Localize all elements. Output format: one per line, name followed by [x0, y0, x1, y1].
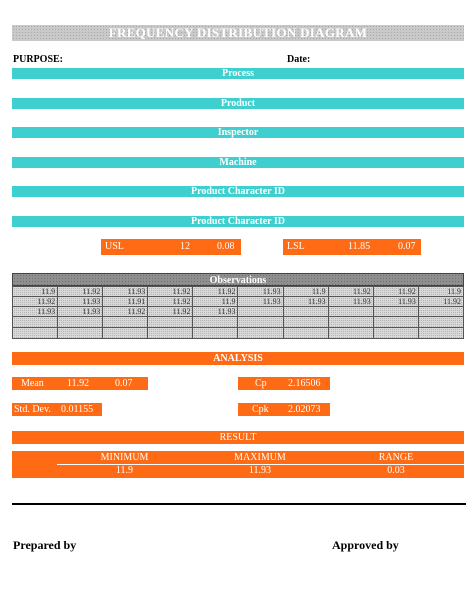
mean-extra: 0.07 [115, 378, 133, 389]
obs-cell[interactable] [373, 328, 418, 339]
lsl-label: LSL [287, 241, 305, 252]
product-character-id-bar-1[interactable]: Product Character ID [12, 186, 464, 197]
observations-table [12, 286, 464, 339]
obs-cell[interactable] [238, 307, 283, 317]
obs-cell[interactable]: 11.9 [193, 297, 238, 307]
lsl-tolerance: 0.07 [398, 241, 416, 252]
obs-cell[interactable]: 11.9 [283, 287, 328, 297]
obs-cell[interactable] [283, 307, 328, 317]
stddev-label: Std. Dev. [14, 404, 51, 415]
lsl-value: 11.85 [348, 241, 371, 252]
obs-cell[interactable]: 11.92 [148, 287, 193, 297]
obs-cell[interactable]: 11.93 [373, 297, 418, 307]
obs-cell[interactable]: 11.91 [103, 297, 148, 307]
obs-cell[interactable]: 11.92 [328, 287, 373, 297]
usl-value: 12 [180, 241, 190, 252]
obs-cell[interactable] [13, 328, 58, 339]
table-row [13, 328, 464, 339]
obs-cell[interactable] [193, 317, 238, 328]
obs-cell[interactable] [418, 307, 463, 317]
obs-cell[interactable]: 11.93 [283, 297, 328, 307]
result-grid [57, 451, 464, 478]
obs-cell[interactable] [373, 307, 418, 317]
cp-label: Cp [255, 378, 267, 389]
result-minimum-value: 11.9 [115, 465, 134, 476]
obs-cell[interactable]: 11.93 [328, 297, 373, 307]
product-character-id-bar-2[interactable]: Product Character ID [12, 216, 464, 227]
obs-cell[interactable] [238, 328, 283, 339]
usl-label: USL [105, 241, 124, 252]
usl-tolerance: 0.08 [217, 241, 235, 252]
obs-cell[interactable] [148, 317, 193, 328]
table-row [13, 297, 464, 307]
obs-cell[interactable]: 11.9 [418, 287, 463, 297]
mean-box [12, 377, 148, 390]
result-header-range: RANGE [378, 452, 414, 463]
obs-cell[interactable]: 11.92 [418, 297, 463, 307]
mean-value: 11.92 [67, 378, 90, 389]
cp-value: 2.16506 [288, 378, 321, 389]
process-bar[interactable]: Process [12, 68, 464, 79]
lsl-box [283, 239, 421, 255]
obs-cell[interactable]: 11.93 [58, 297, 103, 307]
table-row [13, 287, 464, 297]
mean-label: Mean [21, 378, 44, 389]
obs-cell[interactable]: 11.92 [148, 307, 193, 317]
analysis-header: ANALYSIS [12, 352, 464, 365]
result-table [12, 451, 464, 478]
stddev-box [12, 403, 102, 416]
obs-cell[interactable] [193, 328, 238, 339]
result-divider [57, 464, 464, 465]
obs-cell[interactable]: 11.9 [13, 287, 58, 297]
page-title: FREQUENCY DISTRIBUTION DIAGRAM [12, 25, 464, 41]
prepared-by-label: Prepared by [13, 538, 77, 552]
obs-cell[interactable]: 11.92 [148, 297, 193, 307]
obs-cell[interactable] [13, 317, 58, 328]
result-header: RESULT [12, 431, 464, 444]
result-header-minimum: MINIMUM [100, 452, 149, 463]
section-divider [12, 503, 466, 505]
date-label: Date: [287, 54, 311, 65]
table-row [13, 307, 464, 317]
obs-cell[interactable] [418, 317, 463, 328]
product-bar[interactable]: Product [12, 98, 464, 109]
result-header-maximum: MAXIMUM [234, 452, 286, 463]
obs-cell[interactable]: 11.92 [58, 287, 103, 297]
obs-cell[interactable] [373, 317, 418, 328]
result-range-value: 0.03 [387, 465, 405, 476]
obs-cell[interactable]: 11.93 [238, 287, 283, 297]
cpk-value: 2.02073 [288, 404, 321, 415]
obs-cell[interactable] [283, 328, 328, 339]
obs-cell[interactable]: 11.92 [373, 287, 418, 297]
obs-cell[interactable] [58, 328, 103, 339]
observations-header: Observations [12, 273, 464, 286]
result-maximum-value: 11.93 [248, 465, 272, 476]
inspector-bar[interactable]: Inspector [12, 127, 464, 138]
obs-cell[interactable]: 11.93 [58, 307, 103, 317]
obs-cell[interactable]: 11.92 [103, 307, 148, 317]
obs-cell[interactable] [58, 317, 103, 328]
obs-cell[interactable] [418, 328, 463, 339]
obs-cell[interactable] [148, 328, 193, 339]
stddev-value: 0.01155 [61, 404, 94, 415]
obs-cell[interactable]: 11.92 [13, 297, 58, 307]
obs-cell[interactable]: 11.92 [193, 287, 238, 297]
cpk-label: Cpk [252, 404, 269, 415]
obs-cell[interactable] [283, 317, 328, 328]
usl-box [101, 239, 241, 255]
obs-cell[interactable]: 11.93 [13, 307, 58, 317]
machine-bar[interactable]: Machine [12, 157, 464, 168]
obs-cell[interactable]: 11.93 [193, 307, 238, 317]
obs-cell[interactable]: 11.93 [103, 287, 148, 297]
obs-cell[interactable] [328, 328, 373, 339]
cpk-box [238, 403, 330, 416]
cp-box [238, 377, 330, 390]
table-row [13, 317, 464, 328]
obs-cell[interactable] [328, 307, 373, 317]
obs-cell[interactable] [103, 317, 148, 328]
obs-cell[interactable] [328, 317, 373, 328]
purpose-label: PURPOSE: [13, 54, 63, 65]
obs-cell[interactable] [238, 317, 283, 328]
obs-cell[interactable]: 11.93 [238, 297, 283, 307]
approved-by-label: Approved by [332, 538, 399, 552]
obs-cell[interactable] [103, 328, 148, 339]
